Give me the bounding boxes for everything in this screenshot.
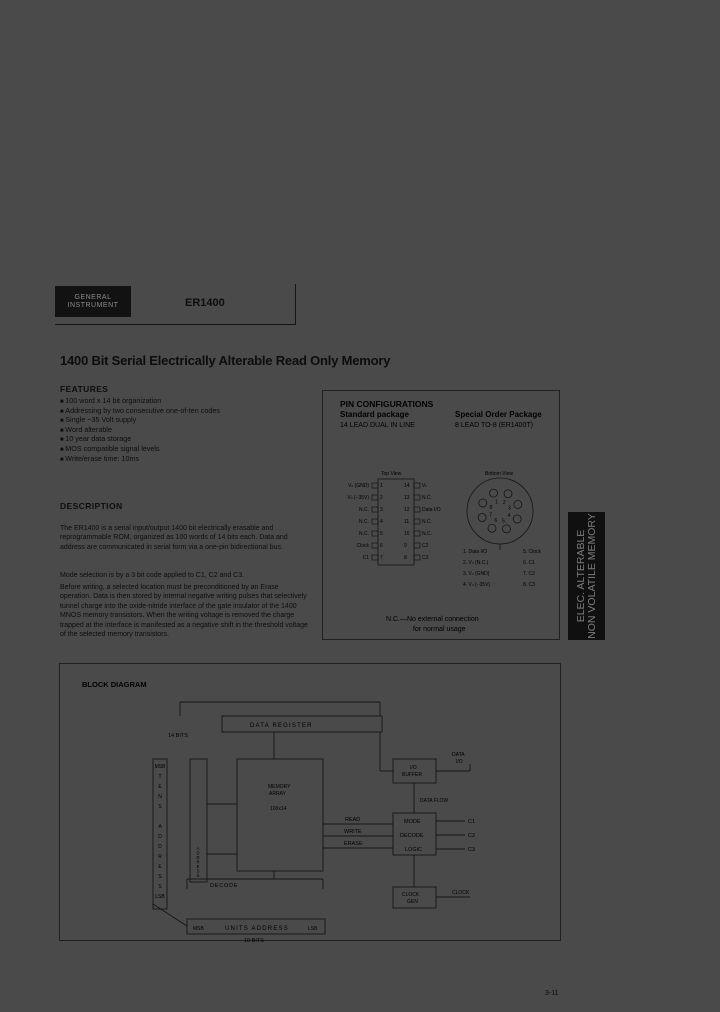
special-package-sub: 8 LEAD TO-8 (ER1400T): [455, 422, 533, 429]
to8-legend-left: 2. Vₗₗ (N.C.): [463, 560, 489, 566]
tens-address-letter: MSB: [154, 764, 166, 770]
dip-pins: [347, 483, 440, 561]
features-list: [60, 397, 220, 464]
part-number: ER1400: [185, 297, 225, 309]
data-flow-label: DATA FLOW: [420, 798, 449, 804]
to8-pin: [488, 524, 496, 532]
to8-pin-number: 5: [502, 518, 505, 525]
pin-config-heading: PIN CONFIGURATIONS: [340, 399, 434, 409]
to8-legend-left: 3. Vₗₗ (GND): [463, 571, 490, 577]
dip-pin-right: [414, 507, 420, 512]
write-label: WRITE: [344, 829, 362, 835]
dip-pin-right-name: Vₗₗ: [422, 483, 427, 489]
block-diagram-panel: [59, 663, 561, 941]
dip-pin-right-name: C2: [422, 543, 429, 549]
feature-item: ■ Word alterable: [60, 426, 220, 436]
dip-pin-right-name: N.C.: [422, 531, 432, 537]
dip-pin-right-name: Data I/O: [422, 507, 441, 513]
tens-address-letter: R: [158, 854, 162, 860]
dip-pin-left-name: C1: [362, 555, 369, 561]
c3-label: C3: [468, 847, 476, 853]
dip-pin-left-name: Vₗₗ (−35V): [347, 495, 369, 501]
dip-pin-right-number: 11: [404, 519, 410, 525]
block-diagram: [60, 664, 562, 942]
dip-pin-right-number: 12: [404, 507, 410, 513]
logo-line-1: GENERAL: [74, 294, 112, 301]
to8-pin: [478, 513, 486, 521]
c1-label: C1: [468, 819, 476, 825]
side-tab-line-1: ELEC. ALTERABLE: [574, 529, 587, 623]
tens-address-letter: S: [158, 804, 162, 810]
page-title: 1400 Bit Serial Electrically Alterable Read Only Memory: [60, 353, 391, 368]
standard-package-sub: 14 LEAD DUAL IN LINE: [340, 422, 415, 429]
dip-pin-left-number: 4: [380, 519, 383, 525]
logic-label: LOGIC: [405, 847, 423, 853]
pin-diagram: [323, 391, 561, 641]
feature-item: ■ MOS compatible signal levels: [60, 445, 220, 455]
mode-label: MODE: [404, 819, 421, 825]
address-decode-letter: D: [196, 850, 200, 856]
dip-pin-left-number: 6: [380, 543, 383, 549]
to8-pin: [514, 501, 522, 509]
description-para-3: Before writing, a selected location must be preconditioned by an Erase operation. Data is then stored by internal negative writing pulses that selectively tunnel charge into the oxide-nitride interface of the gate insulator of the 1400 MNOS memory transistors. When the writing voltage is removed the charge trapped at the interface is manifested as a negative shift in the threshold voltage of the selected memory transistors.: [60, 584, 308, 639]
address-decode-letter: A: [196, 846, 200, 851]
tens-address-letter: D: [158, 834, 162, 840]
dip-pin-right: [414, 543, 420, 548]
io-buffer-label-2: BUFFER: [402, 772, 422, 778]
data-io-label-1: DATA: [452, 752, 465, 758]
to8-legend-right: 6. C1: [523, 560, 535, 566]
features-heading: FEATURES: [60, 384, 109, 394]
company-logo: [55, 286, 131, 317]
memory-array-label-2: ARRAY: [269, 791, 286, 797]
dip-pin-right: [414, 483, 420, 488]
dip-pin-right: [414, 495, 420, 500]
section-side-tab: [568, 512, 605, 640]
data-io-label-2: I/O: [456, 759, 463, 765]
io-buffer-label-1: I/O: [410, 765, 417, 771]
bus-line: [153, 904, 187, 926]
tens-address-letter: E: [158, 864, 162, 870]
units-lsb-label: LSB: [308, 926, 318, 932]
bottom-view-label: Bottom View: [485, 471, 513, 477]
dip-pin-right-name: C3: [422, 555, 429, 561]
to8-pin: [513, 515, 521, 523]
units-msb-label: MSB: [193, 926, 204, 932]
pin-configurations-panel: [322, 390, 560, 640]
to8-legend-right: 5. Clock: [523, 549, 542, 555]
address-decode-letter: D: [196, 855, 200, 860]
memory-array-box: [237, 759, 323, 871]
description-para-2: Mode selection is by a 3 bit code applied to C1, C2 and C3.: [60, 572, 245, 579]
address-decode-letter: E: [196, 864, 200, 869]
bits-top-label: 14 BITS: [168, 733, 188, 739]
tens-address-letter: S: [158, 874, 162, 880]
dip-pin-left: [372, 483, 378, 488]
dip-pin-left-name: N.C.: [359, 531, 369, 537]
dip-pin-left-name: Clock: [356, 543, 369, 549]
dip-pin-right-number: 10: [404, 531, 410, 537]
side-tab-text: [576, 513, 598, 639]
dip-pin-left-name: N.C.: [359, 507, 369, 513]
tens-address-letter: E: [158, 784, 162, 790]
description-heading: DESCRIPTION: [60, 501, 123, 511]
clock-gen-label-1: CLOCK: [402, 892, 420, 898]
dip-pin-left-number: 1: [380, 483, 383, 489]
read-label: READ: [345, 817, 361, 823]
dip-pin-left-name: Vₗₗ (GND): [348, 483, 369, 489]
clock-gen-label-2: GEN: [407, 899, 418, 905]
to8-legend: [463, 549, 542, 588]
dip-pin-left-number: 2: [380, 495, 383, 501]
tens-address-letter: A: [158, 824, 162, 830]
dip-pin-left-name: N.C.: [359, 519, 369, 525]
feature-item: ■ Addressing by two consecutive one-of-ten codes: [60, 407, 220, 417]
to8-pins: [478, 489, 522, 550]
to8-package: [467, 478, 533, 544]
to8-pin: [502, 525, 510, 533]
block-diagram-heading: BLOCK DIAGRAM: [82, 680, 147, 689]
logo-line-2: INSTRUMENT: [67, 302, 119, 309]
address-decode-letter: S: [196, 868, 200, 874]
dip-pin-left: [372, 507, 378, 512]
address-decode-letter: S: [196, 873, 200, 878]
to8-pin-number: 6: [494, 518, 498, 525]
to8-legend-right: 7. C2: [523, 571, 535, 577]
memory-array-label-1: MEMORY: [268, 784, 291, 790]
data-register-label: DATA REGISTER: [250, 723, 313, 729]
dip-pin-left: [372, 495, 378, 500]
bits-bottom-label: 10 BITS: [244, 938, 264, 942]
address-decode-letters: [196, 846, 199, 878]
clock-label: CLOCK: [452, 890, 470, 896]
mode-decode-label: DECODE: [400, 833, 424, 839]
feature-item: ■ Write/erase time: 10ms: [60, 455, 220, 465]
dip-pin-right: [414, 555, 420, 560]
page-number: 3-11: [545, 990, 559, 997]
to8-pin-number: 1: [495, 499, 498, 506]
to8-legend-right: 8. C3: [523, 582, 535, 588]
top-view-label: Top View: [381, 471, 402, 477]
erase-label: ERASE: [344, 841, 363, 847]
nc-note-1: N.C.—No external connection: [386, 616, 479, 623]
dip-pin-right-number: 14: [404, 483, 410, 489]
to8-pin-number: 8: [489, 504, 493, 511]
to8-pin: [479, 499, 487, 507]
tens-address-letter: LSB: [155, 894, 165, 900]
io-buffer-box: [393, 759, 436, 783]
tens-address-letters: [155, 764, 167, 900]
dip-pin-left: [372, 543, 378, 548]
dip-pin-right-number: 9: [404, 543, 407, 549]
nc-note-2: for normal usage: [413, 626, 466, 633]
to8-pin-number: 4: [507, 513, 511, 520]
feature-item: ■ 10 year data storage: [60, 435, 220, 445]
c2-label: C2: [468, 833, 476, 839]
dip-pin-left: [372, 519, 378, 524]
to8-pin-number: 2: [502, 499, 506, 506]
tens-address-letter: D: [158, 844, 162, 850]
memory-array-label-3: 100x14: [270, 806, 287, 812]
dip-pin-right-number: 8: [404, 555, 407, 561]
side-tab-line-2: NON VOLATILE MEMORY: [585, 513, 598, 639]
dip-pin-left: [372, 555, 378, 560]
dip-pin-right-name: N.C.: [422, 495, 432, 501]
tens-address-letter: S: [158, 884, 162, 890]
to8-pin-number: 3: [508, 505, 511, 512]
dip-pin-right: [414, 519, 420, 524]
to8-legend-left: 1. Data I/O: [463, 549, 488, 555]
to8-pin: [504, 490, 512, 498]
address-decode-letter: R: [196, 859, 200, 865]
tens-address-letter: T: [158, 774, 162, 780]
special-package-label: Special Order Package: [455, 410, 542, 419]
dip-pin-right: [414, 531, 420, 536]
dip-pin-left-number: 3: [380, 507, 383, 513]
feature-item: ■ 100 word x 14 bit organization: [60, 397, 220, 407]
to8-pin-number: 7: [489, 512, 492, 519]
dip-pin-left: [372, 531, 378, 536]
dip-pin-right-name: N.C.: [422, 519, 432, 525]
tens-address-letter: N: [158, 794, 162, 800]
dip-pin-left-number: 5: [380, 531, 383, 537]
to8-legend-left: 4. Vₗₗ (−35V): [463, 582, 491, 588]
units-address-label: UNITS ADDRESS: [225, 926, 289, 932]
description-para-1: The ER1400 is a serial input/output 1400 bit electrically erasable and reprogrammable ROM, organized as 100 words of 14 bits each. Data and address are communicated in serial form via a one-pin bidirectional bus.: [60, 525, 288, 551]
feature-item: ■ Single −35 Volt supply: [60, 416, 220, 426]
dip-pin-left-number: 7: [380, 555, 383, 561]
decode-label: DECODE: [210, 883, 239, 889]
standard-package-label: Standard package: [340, 410, 409, 419]
to8-pin: [490, 489, 498, 497]
dip-pin-right-number: 13: [404, 495, 410, 501]
